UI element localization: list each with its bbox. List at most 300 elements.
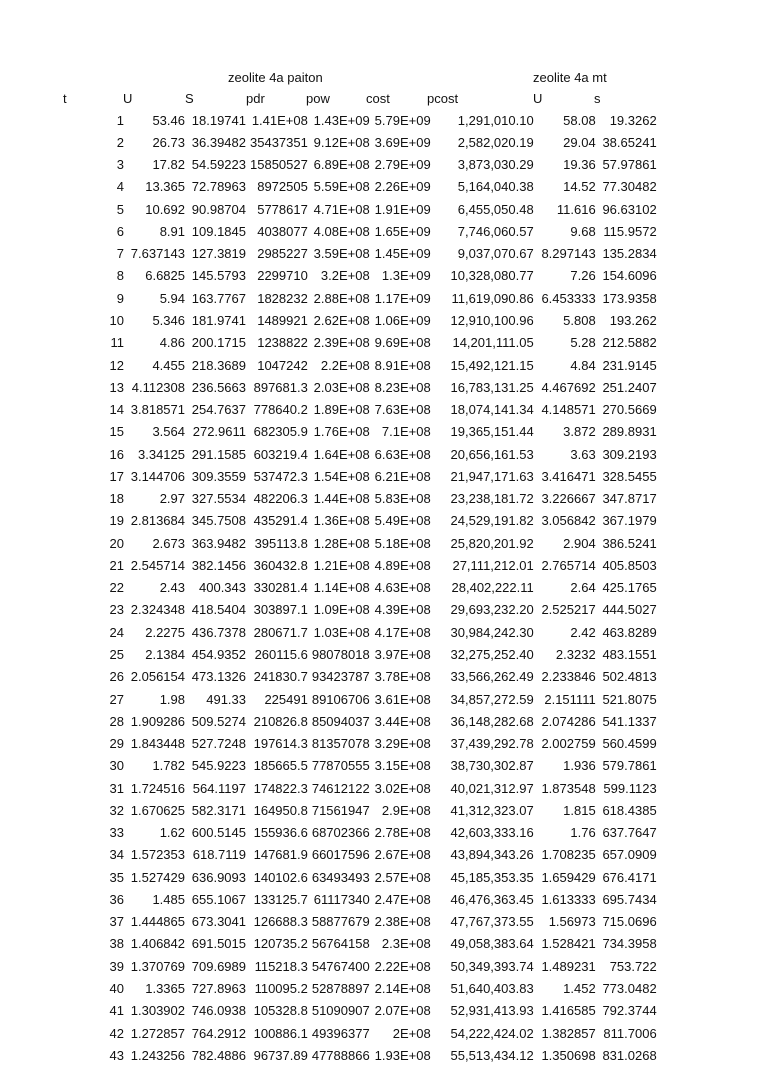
- cell-s2: 753.722: [609, 958, 657, 974]
- cell-t: 8: [116, 268, 124, 284]
- cell-pow: 1.64E+08: [313, 446, 370, 462]
- cell-s: 691.5015: [191, 936, 246, 952]
- cell-cost: 5.83E+08: [374, 491, 431, 507]
- cell-pcost: 30,984,242.30: [450, 624, 534, 640]
- cell-pcost: 47,767,373.55: [450, 914, 534, 930]
- cell-u2: 1.350698: [541, 1047, 596, 1063]
- cell-s2: 657.0909: [602, 847, 657, 863]
- table-row: [0, 154, 659, 176]
- cell-pcost: 34,857,272.59: [450, 691, 534, 707]
- table-row: [0, 443, 659, 465]
- cell-u: 1.670625: [130, 802, 185, 818]
- cell-u2: 5.28: [570, 335, 596, 351]
- cell-pow: 4.71E+08: [313, 201, 370, 217]
- cell-u: 10.692: [145, 201, 185, 217]
- cell-u2: 1.452: [563, 980, 596, 996]
- table-row: [0, 599, 659, 621]
- column-header-pcost: pcost: [427, 91, 459, 106]
- cell-u: 2.324348: [130, 602, 185, 618]
- cell-cost: 8.91E+08: [374, 357, 431, 373]
- cell-u2: 2.074286: [541, 713, 596, 729]
- cell-t: 11: [110, 335, 124, 351]
- cell-u2: 7.26: [570, 268, 596, 284]
- table-row: [0, 866, 659, 888]
- cell-s: 291.1585: [191, 446, 246, 462]
- table-title-paiton: zeolite 4a paiton: [228, 70, 323, 85]
- cell-t: 2: [116, 134, 124, 150]
- cell-cost: 7.1E+08: [381, 424, 431, 440]
- cell-u2: 5.808: [563, 313, 596, 329]
- cell-pdr: 164950.8: [253, 802, 308, 818]
- cell-t: 9: [116, 290, 124, 306]
- cell-pcost: 46,476,363.45: [450, 891, 534, 907]
- cell-pow: 1.14E+08: [313, 580, 370, 596]
- cell-t: 13: [109, 379, 124, 395]
- cell-s2: 463.8289: [602, 624, 657, 640]
- cell-t: 32: [109, 802, 124, 818]
- cell-s2: 193.262: [609, 313, 657, 329]
- table-row: [0, 755, 659, 777]
- cell-s: 673.3041: [191, 914, 246, 930]
- cell-s: 636.9093: [191, 869, 246, 885]
- table-row: [0, 243, 659, 265]
- table-row: [0, 1044, 659, 1066]
- cell-u: 7.637143: [130, 246, 185, 262]
- table-row: [0, 554, 659, 576]
- table-row: [0, 532, 659, 554]
- table-row: [0, 777, 659, 799]
- cell-cost: 3.69E+09: [374, 134, 431, 150]
- cell-u: 2.545714: [130, 557, 185, 573]
- cell-pcost: 15,492,121.15: [450, 357, 534, 373]
- cell-pcost: 43,894,343.26: [450, 847, 534, 863]
- cell-s2: 367.1979: [602, 513, 657, 529]
- cell-t: 42: [109, 1025, 124, 1041]
- cell-pow: 3.2E+08: [320, 268, 370, 284]
- table-row: [0, 309, 659, 331]
- column-header-u2: U: [533, 91, 543, 106]
- table-row: [0, 465, 659, 487]
- cell-u2: 1.382857: [541, 1025, 596, 1041]
- cell-pdr: 115218.3: [254, 958, 308, 974]
- data-table: [0, 109, 659, 1066]
- table-row: [0, 688, 659, 710]
- cell-s: 36.39482: [191, 134, 246, 150]
- cell-s2: 173.9358: [602, 290, 657, 306]
- cell-s: 582.3171: [191, 802, 246, 818]
- cell-u2: 2.233846: [541, 669, 596, 685]
- cell-u: 4.455: [152, 357, 185, 373]
- cell-u: 1.724516: [130, 780, 185, 796]
- cell-pow: 4.08E+08: [313, 223, 370, 239]
- cell-s2: 444.5027: [602, 602, 657, 618]
- cell-cost: 7.63E+08: [374, 402, 431, 418]
- cell-pow: 74612122: [311, 780, 370, 796]
- cell-pcost: 28,402,222.11: [451, 580, 534, 596]
- cell-pow: 3.59E+08: [313, 246, 370, 262]
- cell-s: 145.5793: [191, 268, 246, 284]
- table-row: [0, 643, 659, 665]
- cell-u: 1.62: [159, 825, 185, 841]
- cell-pow: 1.09E+08: [313, 602, 370, 618]
- cell-u2: 4.84: [570, 357, 596, 373]
- cell-pow: 1.28E+08: [313, 535, 370, 551]
- cell-pdr: 155936.6: [253, 825, 308, 841]
- cell-pow: 51090907: [311, 1003, 370, 1019]
- cell-t: 7: [116, 246, 124, 262]
- cell-cost: 6.21E+08: [374, 468, 431, 484]
- cell-s2: 77.30482: [602, 179, 657, 195]
- cell-s: 564.1197: [192, 780, 246, 796]
- cell-pdr: 330281.4: [253, 580, 308, 596]
- cell-cost: 2.38E+08: [374, 914, 431, 930]
- cell-cost: 2.47E+08: [374, 891, 431, 907]
- cell-cost: 2.14E+08: [374, 980, 431, 996]
- cell-pcost: 37,439,292.78: [450, 736, 534, 752]
- cell-u: 2.97: [159, 491, 185, 507]
- cell-t: 25: [109, 647, 124, 662]
- cell-s2: 425.1765: [602, 580, 657, 596]
- cell-pdr: 133125.7: [253, 891, 308, 907]
- cell-s: 709.6989: [191, 958, 246, 974]
- cell-cost: 2.22E+08: [374, 958, 431, 974]
- table-row: [0, 621, 659, 643]
- cell-pcost: 32,275,252.40: [450, 647, 534, 662]
- cell-pcost: 21,947,171.63: [450, 468, 534, 484]
- cell-u: 2.056154: [130, 669, 185, 685]
- cell-pdr: 435291.4: [253, 513, 308, 529]
- table-row: [0, 955, 659, 977]
- cell-u: 5.346: [152, 313, 185, 329]
- cell-u2: 3.226667: [541, 491, 596, 507]
- cell-t: 41: [109, 1003, 124, 1019]
- cell-pdr: 2985227: [257, 246, 308, 262]
- cell-u2: 1.815: [563, 802, 596, 818]
- cell-pow: 49396377: [311, 1025, 370, 1041]
- table-row: [0, 265, 659, 287]
- column-header-s2: s: [594, 91, 601, 106]
- cell-s: 727.8963: [191, 980, 246, 996]
- cell-pow: 54767400: [311, 958, 370, 974]
- cell-s2: 270.5669: [602, 402, 657, 418]
- cell-pdr: 603219.4: [253, 446, 308, 462]
- cell-cost: 2.67E+08: [374, 847, 431, 863]
- cell-pow: 81357078: [311, 736, 370, 752]
- cell-s: 90.98704: [191, 201, 246, 217]
- cell-cost: 9.69E+08: [374, 335, 431, 351]
- table-row: [0, 354, 659, 376]
- cell-pow: 89106706: [311, 691, 370, 707]
- cell-s2: 792.3744: [602, 1003, 657, 1019]
- cell-s: 491.33: [206, 691, 246, 707]
- cell-t: 27: [109, 691, 124, 707]
- cell-t: 1: [116, 112, 124, 128]
- cell-u2: 2.904: [563, 535, 596, 551]
- table-row: [0, 799, 659, 821]
- cell-s2: 715.0696: [602, 914, 657, 930]
- cell-pcost: 41,312,323.07: [450, 802, 534, 818]
- cell-s: 400.343: [199, 580, 246, 596]
- cell-pow: 6.89E+08: [313, 157, 370, 173]
- cell-pow: 9.12E+08: [313, 134, 370, 150]
- cell-s: 309.3559: [191, 468, 246, 484]
- cell-pdr: 482206.3: [253, 491, 308, 507]
- cell-u: 8.91: [159, 223, 185, 239]
- cell-pcost: 51,640,403.83: [450, 980, 534, 996]
- cell-s: 327.5534: [191, 491, 246, 507]
- cell-pcost: 49,058,383.64: [450, 936, 534, 952]
- cell-u2: 3.056842: [541, 513, 596, 529]
- cell-u: 1.572353: [130, 847, 185, 863]
- cell-s: 454.9352: [191, 647, 246, 662]
- cell-t: 28: [109, 713, 124, 729]
- cell-u: 1.303902: [130, 1003, 185, 1019]
- cell-pcost: 14,201,111.05: [452, 335, 534, 351]
- cell-cost: 4.39E+08: [374, 602, 431, 618]
- cell-s2: 347.8717: [602, 491, 657, 507]
- cell-u2: 9.68: [570, 223, 596, 239]
- cell-u: 3.818571: [130, 402, 185, 418]
- cell-s: 436.7378: [191, 624, 246, 640]
- cell-pcost: 11,619,090.86: [451, 290, 534, 306]
- cell-pdr: 174822.3: [253, 780, 308, 796]
- table-row: [0, 109, 659, 131]
- cell-u2: 1.76: [570, 825, 596, 841]
- cell-u2: 4.148571: [541, 402, 596, 418]
- cell-pdr: 1.41E+08: [251, 112, 308, 128]
- cell-u: 3.144706: [130, 468, 185, 484]
- cell-cost: 1.06E+09: [374, 313, 431, 329]
- cell-u: 2.673: [152, 535, 185, 551]
- column-header-s: S: [185, 91, 194, 106]
- cell-u: 1.98: [159, 691, 185, 707]
- cell-s2: 19.3262: [609, 112, 657, 128]
- cell-u2: 3.872: [563, 424, 596, 440]
- cell-s: 473.1326: [191, 669, 246, 685]
- cell-u2: 1.873548: [541, 780, 596, 796]
- cell-u2: 6.453333: [541, 290, 596, 306]
- cell-pdr: 1238822: [257, 335, 308, 351]
- cell-s: 527.7248: [191, 736, 246, 752]
- table-row: [0, 710, 659, 732]
- cell-pow: 58877679: [311, 914, 370, 930]
- cell-t: 23: [109, 602, 124, 618]
- cell-s: 545.9223: [191, 758, 246, 774]
- cell-u2: 2.64: [570, 580, 596, 596]
- table-title-mt: zeolite 4a mt: [533, 70, 607, 85]
- cell-cost: 2.79E+09: [374, 157, 431, 173]
- cell-pcost: 16,783,131.25: [450, 379, 534, 395]
- cell-u2: 58.08: [563, 112, 596, 128]
- cell-pow: 2.62E+08: [313, 313, 370, 329]
- table-row: [0, 398, 659, 420]
- cell-u: 4.86: [159, 335, 185, 351]
- cell-pcost: 33,566,262.49: [450, 669, 534, 685]
- cell-pcost: 5,164,040.38: [457, 179, 534, 195]
- cell-u2: 14.52: [563, 179, 596, 195]
- cell-t: 5: [116, 201, 124, 217]
- cell-s: 18.19741: [191, 112, 246, 128]
- cell-u: 1.843448: [130, 736, 185, 752]
- cell-cost: 3.97E+08: [374, 647, 431, 662]
- cell-cost: 4.89E+08: [374, 557, 431, 573]
- cell-u: 1.909286: [130, 713, 185, 729]
- cell-s: 746.0938: [191, 1003, 246, 1019]
- table-row: [0, 287, 659, 309]
- cell-s: 782.4886: [191, 1047, 246, 1063]
- cell-s: 363.9482: [191, 535, 246, 551]
- cell-s: 655.1067: [191, 891, 246, 907]
- cell-pdr: 96737.89: [253, 1047, 308, 1063]
- cell-u: 53.46: [152, 112, 185, 128]
- cell-s2: 115.9572: [603, 223, 657, 239]
- table-body: [0, 109, 659, 1066]
- cell-pow: 63493493: [311, 869, 370, 885]
- cell-pdr: 185665.5: [253, 758, 308, 774]
- cell-s2: 618.4385: [602, 802, 657, 818]
- cell-pdr: 1828232: [257, 290, 308, 306]
- cell-u2: 1.936: [563, 758, 596, 774]
- cell-pcost: 54,222,424.02: [450, 1025, 534, 1041]
- cell-u: 3.34125: [138, 446, 185, 462]
- column-header-pow: pow: [306, 91, 330, 106]
- cell-pcost: 6,455,050.48: [457, 201, 534, 217]
- cell-s: 254.7637: [191, 402, 246, 418]
- cell-s2: 231.9145: [602, 357, 657, 373]
- cell-pcost: 52,931,413.93: [450, 1003, 534, 1019]
- cell-s2: 521.8075: [602, 691, 657, 707]
- table-row: [0, 421, 659, 443]
- cell-t: 29: [109, 736, 124, 752]
- cell-s: 345.7508: [191, 513, 246, 529]
- cell-s: 236.5663: [191, 379, 246, 395]
- cell-pdr: 5778617: [257, 201, 308, 217]
- table-row: [0, 376, 659, 398]
- cell-pow: 5.59E+08: [313, 179, 370, 195]
- column-header-pdr: pdr: [246, 91, 265, 106]
- table-row: [0, 332, 659, 354]
- cell-t: 10: [109, 313, 124, 329]
- cell-pdr: 778640.2: [253, 402, 308, 418]
- cell-t: 3: [116, 157, 124, 173]
- cell-u2: 1.489231: [541, 958, 596, 974]
- cell-pdr: 147681.9: [253, 847, 308, 863]
- cell-pdr: 100886.1: [253, 1025, 308, 1041]
- cell-u: 26.73: [152, 134, 185, 150]
- cell-s2: 676.4171: [602, 869, 657, 885]
- cell-pdr: 1047242: [257, 357, 308, 373]
- cell-u: 1.3365: [145, 980, 185, 996]
- table-row: [0, 911, 659, 933]
- cell-cost: 3.15E+08: [374, 758, 431, 774]
- cell-u: 5.94: [159, 290, 185, 306]
- cell-pcost: 24,529,191.82: [450, 513, 534, 529]
- cell-cost: 4.17E+08: [374, 624, 431, 640]
- table-row: [0, 844, 659, 866]
- table-row: [0, 220, 659, 242]
- cell-s2: 135.2834: [602, 246, 657, 262]
- cell-u: 4.112308: [131, 379, 185, 395]
- cell-pdr: 105328.8: [253, 1003, 308, 1019]
- cell-cost: 6.63E+08: [374, 446, 431, 462]
- cell-cost: 1.17E+09: [374, 290, 431, 306]
- cell-pcost: 36,148,282.68: [450, 713, 534, 729]
- cell-s: 72.78963: [191, 179, 246, 195]
- cell-s: 54.59223: [191, 157, 246, 173]
- cell-pcost: 23,238,181.72: [450, 491, 534, 507]
- cell-pcost: 27,111,212.01: [452, 557, 534, 573]
- cell-pow: 47788866: [311, 1047, 370, 1063]
- cell-u2: 29.04: [563, 134, 596, 150]
- table-row: [0, 131, 659, 153]
- cell-u: 17.82: [152, 157, 185, 173]
- cell-s2: 502.4813: [602, 669, 657, 685]
- cell-pdr: 1489921: [257, 313, 308, 329]
- cell-cost: 2.07E+08: [374, 1003, 431, 1019]
- column-header-t: t: [63, 91, 67, 106]
- cell-s2: 386.5241: [602, 535, 657, 551]
- cell-s2: 831.0268: [602, 1047, 657, 1063]
- cell-u: 2.43: [159, 580, 185, 596]
- cell-s2: 251.2407: [602, 379, 657, 395]
- cell-pdr: 210826.8: [253, 713, 308, 729]
- cell-pcost: 19,365,151.44: [450, 424, 534, 440]
- cell-t: 17: [109, 468, 124, 484]
- table-row: [0, 488, 659, 510]
- cell-pow: 85094037: [311, 713, 370, 729]
- cell-s2: 773.0482: [602, 980, 657, 996]
- cell-u: 1.406842: [130, 936, 185, 952]
- table-row: [0, 822, 659, 844]
- cell-pcost: 18,074,141.34: [450, 402, 534, 418]
- cell-pow: 2.03E+08: [313, 379, 370, 395]
- table-row: [0, 888, 659, 910]
- cell-pcost: 42,603,333.16: [450, 825, 534, 841]
- cell-u: 1.243256: [130, 1047, 185, 1063]
- cell-s2: 560.4599: [602, 736, 657, 752]
- cell-pdr: 140102.6: [253, 869, 308, 885]
- cell-s: 109.1845: [191, 223, 246, 239]
- cell-pow: 2.2E+08: [320, 357, 370, 373]
- cell-u2: 2.765714: [541, 557, 596, 573]
- cell-cost: 3.61E+08: [374, 691, 431, 707]
- cell-u2: 3.63: [570, 446, 596, 462]
- cell-s2: 309.2193: [602, 446, 657, 462]
- cell-cost: 2.78E+08: [374, 825, 431, 841]
- cell-t: 30: [109, 758, 124, 774]
- cell-t: 16: [109, 446, 124, 462]
- cell-t: 4: [116, 179, 124, 195]
- cell-u: 1.272857: [130, 1025, 185, 1041]
- cell-pcost: 45,185,353.35: [450, 869, 534, 885]
- cell-s: 618.7119: [192, 847, 246, 863]
- cell-u2: 2.151111: [544, 691, 596, 707]
- cell-pow: 52878897: [311, 980, 370, 996]
- cell-s2: 38.65241: [602, 134, 657, 150]
- cell-pdr: 225491: [264, 691, 308, 707]
- cell-u2: 1.613333: [541, 891, 596, 907]
- cell-pdr: 35437351: [250, 134, 308, 150]
- cell-t: 31: [109, 780, 124, 796]
- cell-pdr: 395113.8: [254, 535, 308, 551]
- cell-s: 181.9741: [191, 313, 246, 329]
- cell-t: 37: [109, 914, 124, 930]
- cell-cost: 2.3E+08: [381, 936, 431, 952]
- cell-s: 218.3689: [191, 357, 246, 373]
- cell-pow: 1.43E+09: [313, 112, 370, 128]
- cell-pcost: 29,693,232.20: [450, 602, 534, 618]
- cell-s: 418.5404: [191, 602, 246, 618]
